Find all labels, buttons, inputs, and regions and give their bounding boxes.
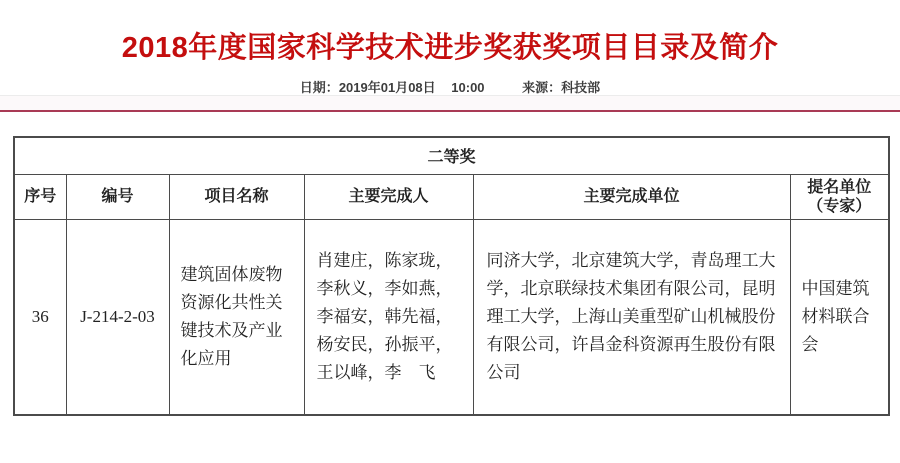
table-row [14,219,889,415]
page-title: 2018年度国家科学技术进步奖获奖项目目录及简介 [121,32,779,64]
column-header-nominator-line1: 提名单位 [807,178,872,196]
award-grade-row [14,137,889,174]
awards-table [13,136,890,416]
red-divider-rule [0,95,900,112]
column-header-nominator [790,174,889,219]
column-header-people: 主要完成人 [304,174,473,219]
cell-main-organizations: 同济大学，北京建筑大学，青岛理工大学，北京联绿技术集团有限公司，昆明理工大学，上海山美重型矿山机械股份有限公司，许昌金科资源再生股份有限公司 [473,219,790,415]
cell-nominating-unit: 中国建筑材料联合会 [790,219,889,415]
article-meta [0,77,900,96]
meta-date-value: 2019年01月08日 [338,80,436,95]
meta-time-value: 10:00 [451,80,485,95]
table-header-row [14,174,889,219]
column-header-nominator-line2: （专家） [807,197,872,215]
award-grade-header: 二等奖 [14,137,889,174]
cell-main-completers: 肖建庄，陈家珑，李秋义，李如燕，李福安，韩先福，杨安民，孙振平，王以峰，李 飞 [304,219,473,415]
column-header-seq: 序号 [14,174,66,219]
cell-project-name: 建筑固体废物资源化共性关键技术及产业化应用 [169,219,304,415]
cell-serial-number: 36 [14,219,66,415]
meta-source-value: 科技部 [561,80,601,95]
column-header-orgs: 主要完成单位 [473,174,790,219]
cell-award-code: J-214-2-03 [66,219,169,415]
meta-date-label: 日期： [299,80,339,95]
column-header-project: 项目名称 [169,174,304,219]
column-header-code: 编号 [66,174,169,219]
meta-source-label: 来源： [522,80,562,95]
